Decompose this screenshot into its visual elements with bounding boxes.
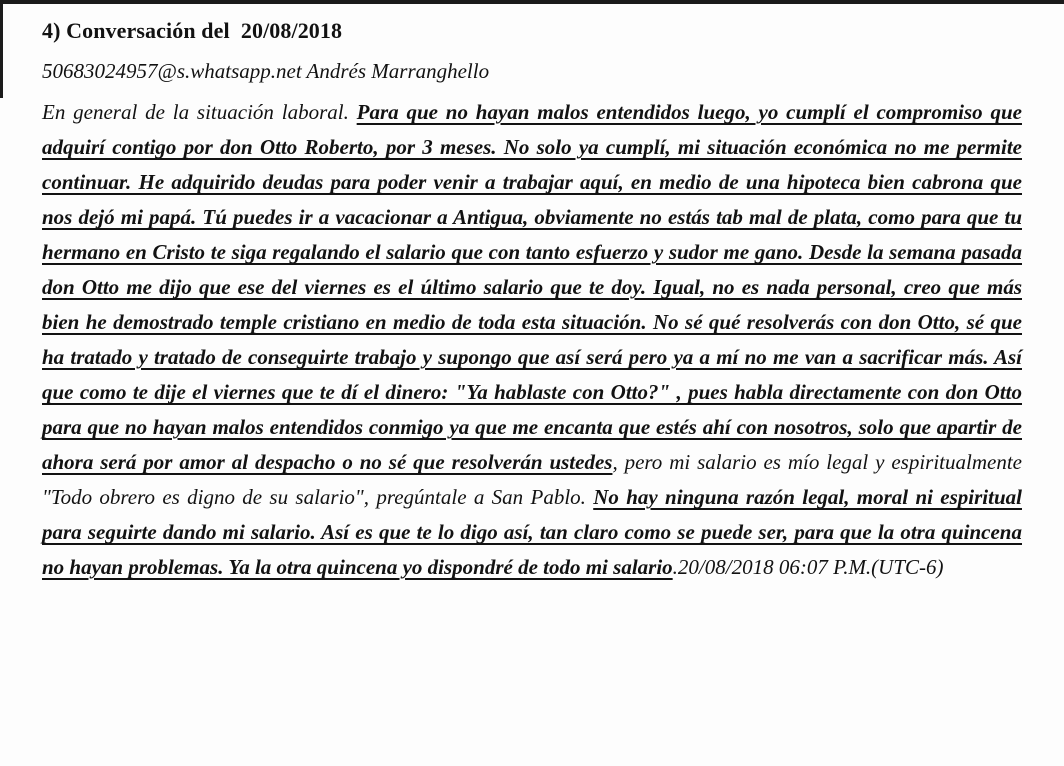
document-content — [42, 18, 1022, 585]
message-segment: , pero mi salario es mío legal y espiritualmente "Todo obrero es digno de su salario", pregúntale a San Pablo. — [42, 450, 1022, 509]
page-border-top — [0, 0, 1064, 4]
message-segment: En general de la situación laboral. — [42, 100, 357, 124]
message-segment: Para que no hayan malos entendidos luego, yo cumplí el compromiso que adquirí contigo por don Otto Roberto, por 3 meses. No solo ya cumplí, mi situación económica no me permite continuar. He adquirido deudas para poder venir a trabajar aquí, en medio de una hipoteca bien cabrona que nos dejó mi papá. Tú puedes ir a vacacionar a Antigua, obviamente no estás tab mal de plata, como para que tu hermano en Cristo te siga regalando el salario que con tanto esfuerzo y sudor me gano. Desde la semana pasada don Otto me dijo que ese del viernes es el último salario que te doy. Igual, no es nada personal, creo que más bien he demostrado temple cristiano en medio de toda esta situación. No sé qué resolverás con don Otto, sé que ha tratado y tratado de conseguirte trabajo y supongo que así será pero ya a mí no me van a sacrificar más. Así que como te dije el viernes que te dí el dinero: "Ya hablaste con Otto?" , pues habla directamente con don Otto para que no hayan malos entendidos conmigo ya que me encanta que estés ahí con nosotros, solo que apartir de ahora será por amor al despacho o no sé que resolverán ustedes — [42, 100, 1022, 474]
sender-line: 50683024957@s.whatsapp.net Andrés Marranghello — [42, 59, 490, 83]
page-border-left — [0, 0, 3, 98]
message-segment: No hay ninguna razón legal, moral ni espiritual para seguirte dando mi salario. Así es que te lo digo así, tan claro como se puede ser, para que la otra quincena no hayan problemas. Ya la otra quincena yo dispondré de todo mi salario — [42, 485, 1022, 579]
message-segment: .20/08/2018 06:07 P.M.(UTC-6) — [672, 555, 944, 579]
message-paragraph — [42, 95, 1022, 585]
section-title: 4) Conversación del 20/08/2018 — [42, 18, 343, 43]
